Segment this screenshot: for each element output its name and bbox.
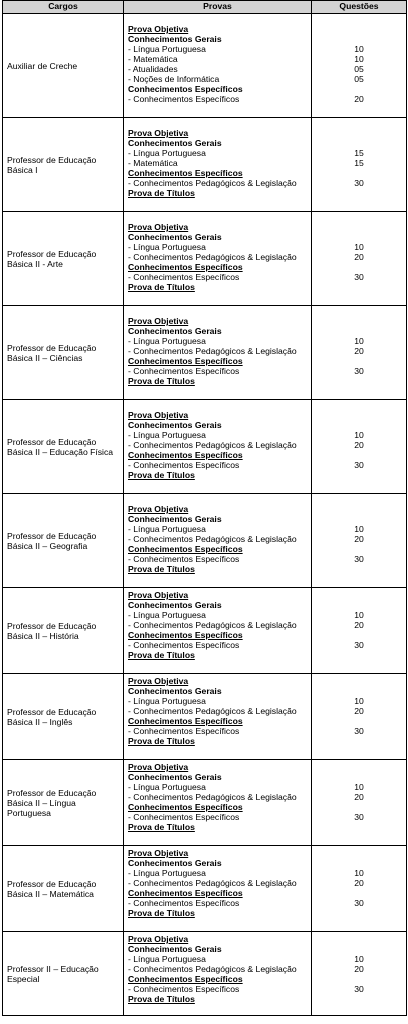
questoes-value — [312, 24, 406, 34]
questoes-value — [312, 84, 406, 94]
questoes-value — [312, 168, 406, 178]
prova-line: Prova de Títulos — [128, 736, 195, 746]
table-row — [3, 494, 407, 588]
cargo-cell: Professor de Educação Básica II – Geografia — [3, 494, 124, 588]
provas-cell — [124, 118, 312, 212]
prova-line: Conhecimentos Gerais — [128, 858, 222, 868]
prova-line: Prova de Títulos — [128, 470, 195, 480]
questoes-value: 15 — [354, 148, 364, 158]
prova-line: - Noções de Informática — [128, 74, 220, 84]
prova-line: Prova de Títulos — [128, 282, 195, 292]
prova-line: Conhecimentos Gerais — [128, 34, 222, 44]
prova-line: - Conhecimentos Específicos — [128, 898, 240, 908]
questoes-cell — [312, 588, 407, 674]
questoes-value — [312, 888, 406, 898]
questoes-value — [312, 356, 406, 366]
table-row — [3, 400, 407, 494]
questoes-value — [312, 934, 406, 944]
prova-line: Prova Objetiva — [128, 24, 189, 34]
prova-line: Conhecimentos Gerais — [128, 686, 222, 696]
prova-line: - Conhecimentos Específicos — [128, 366, 240, 376]
prova-line: Prova Objetiva — [128, 128, 189, 138]
questoes-value — [312, 822, 406, 832]
prova-line: - Conhecimentos Pedagógicos & Legislação — [128, 878, 297, 888]
prova-line: Prova de Títulos — [128, 822, 195, 832]
questoes-value: 10 — [354, 868, 364, 878]
prova-line: Conhecimentos Específicos — [128, 356, 243, 366]
questoes-value: 20 — [354, 346, 364, 356]
prova-line: Prova de Títulos — [128, 650, 195, 660]
questoes-value — [312, 544, 406, 554]
prova-line: Conhecimentos Gerais — [128, 514, 222, 524]
prova-line: - Língua Portuguesa — [128, 148, 206, 158]
questoes-value: 05 — [354, 74, 364, 84]
provas-cell — [124, 14, 312, 118]
prova-line: - Conhecimentos Pedagógicos & Legislação — [128, 792, 297, 802]
cargo-cell: Professor de Educação Básica II – Inglês — [3, 674, 124, 760]
header-questoes: Questões — [312, 1, 407, 14]
prova-line: Prova de Títulos — [128, 188, 195, 198]
prova-line: - Conhecimentos Específicos — [128, 272, 240, 282]
questoes-value: 20 — [354, 878, 364, 888]
questoes-value — [312, 470, 406, 480]
questoes-value — [312, 564, 406, 574]
provas-cell — [124, 588, 312, 674]
questoes-value — [312, 676, 406, 686]
questoes-value — [312, 650, 406, 660]
prova-line: - Língua Portuguesa — [128, 44, 206, 54]
questoes-value: 20 — [354, 620, 364, 630]
table-row — [3, 14, 407, 118]
table-row — [3, 212, 407, 306]
header-provas: Provas — [124, 1, 312, 14]
questoes-value: 30 — [354, 812, 364, 822]
questoes-value: 10 — [354, 336, 364, 346]
prova-line: - Língua Portuguesa — [128, 782, 206, 792]
questoes-value: 10 — [354, 696, 364, 706]
provas-cell — [124, 306, 312, 400]
questoes-value: 30 — [354, 272, 364, 282]
questoes-value: 10 — [354, 954, 364, 964]
prova-line: Prova Objetiva — [128, 316, 189, 326]
prova-line: - Conhecimentos Pedagógicos & Legislação — [128, 534, 297, 544]
prova-line: - Língua Portuguesa — [128, 242, 206, 252]
prova-line: - Língua Portuguesa — [128, 868, 206, 878]
table-row — [3, 674, 407, 760]
prova-line: Conhecimentos Gerais — [128, 232, 222, 242]
questoes-value — [312, 316, 406, 326]
prova-line: Conhecimentos Gerais — [128, 600, 222, 610]
questoes-value: 30 — [354, 984, 364, 994]
questoes-value — [312, 802, 406, 812]
table-row — [3, 846, 407, 932]
prova-line: Prova Objetiva — [128, 222, 189, 232]
questoes-value — [312, 590, 406, 600]
prova-line: Prova de Títulos — [128, 908, 195, 918]
questoes-value — [312, 630, 406, 640]
questoes-value — [312, 410, 406, 420]
prova-line: Prova Objetiva — [128, 762, 189, 772]
questoes-value — [312, 504, 406, 514]
prova-line: - Língua Portuguesa — [128, 610, 206, 620]
cargo-cell: Professor de Educação Básica I — [3, 118, 124, 212]
prova-line: - Conhecimentos Específicos — [128, 554, 240, 564]
questoes-value — [312, 762, 406, 772]
questoes-cell — [312, 494, 407, 588]
prova-line: Conhecimentos Específicos — [128, 716, 243, 726]
questoes-value: 05 — [354, 64, 364, 74]
prova-line: - Conhecimentos Específicos — [128, 460, 240, 470]
prova-line: - Conhecimentos Específicos — [128, 640, 240, 650]
questoes-value: 20 — [354, 440, 364, 450]
cargo-cell: Professor de Educação Básica II – Ciências — [3, 306, 124, 400]
header-row — [3, 1, 407, 14]
header-cargos: Cargos — [3, 1, 124, 14]
questoes-cell — [312, 212, 407, 306]
prova-line: - Conhecimentos Específicos — [128, 94, 240, 104]
prova-line: Prova de Títulos — [128, 376, 195, 386]
prova-line: - Conhecimentos Pedagógicos & Legislação — [128, 706, 297, 716]
questoes-value — [312, 514, 406, 524]
questoes-value — [312, 944, 406, 954]
questoes-value: 30 — [354, 460, 364, 470]
questoes-cell — [312, 400, 407, 494]
prova-line: - Língua Portuguesa — [128, 524, 206, 534]
exam-table — [2, 0, 407, 1016]
questoes-value — [312, 188, 406, 198]
questoes-value: 10 — [354, 782, 364, 792]
questoes-cell — [312, 932, 407, 1016]
prova-line: Prova Objetiva — [128, 848, 189, 858]
prova-line: Conhecimentos Específicos — [128, 974, 243, 984]
questoes-value: 10 — [354, 242, 364, 252]
cargo-cell: Professor de Educação Básica II – Língua Portuguesa — [3, 760, 124, 846]
prova-line: - Língua Portuguesa — [128, 336, 206, 346]
questoes-value — [312, 420, 406, 430]
prova-line: - Matemática — [128, 54, 178, 64]
questoes-value — [312, 994, 406, 1004]
prova-line: Conhecimentos Específicos — [128, 544, 243, 554]
prova-line: Conhecimentos Gerais — [128, 944, 222, 954]
questoes-cell — [312, 674, 407, 760]
prova-line: - Língua Portuguesa — [128, 696, 206, 706]
questoes-value: 20 — [354, 534, 364, 544]
cargo-cell: Professor de Educação Básica II – Matemática — [3, 846, 124, 932]
cargo-cell: Professor de Educação Básica II – História — [3, 588, 124, 674]
provas-cell — [124, 212, 312, 306]
questoes-value: 30 — [354, 726, 364, 736]
table-body — [3, 14, 407, 1016]
questoes-value — [312, 848, 406, 858]
cargo-cell: Professor de Educação Básica II - Arte — [3, 212, 124, 306]
questoes-cell — [312, 14, 407, 118]
prova-line: - Atualidades — [128, 64, 178, 74]
questoes-value — [312, 232, 406, 242]
cargo-cell: Professor de Educação Básica II – Educação Física — [3, 400, 124, 494]
questoes-cell — [312, 306, 407, 400]
questoes-value — [312, 858, 406, 868]
prova-line: - Língua Portuguesa — [128, 430, 206, 440]
questoes-value — [312, 772, 406, 782]
table-row — [3, 306, 407, 400]
questoes-value: 30 — [354, 898, 364, 908]
prova-line: - Conhecimentos Específicos — [128, 984, 240, 994]
questoes-value — [312, 974, 406, 984]
provas-cell — [124, 846, 312, 932]
prova-line: - Conhecimentos Específicos — [128, 812, 240, 822]
prova-line: - Língua Portuguesa — [128, 954, 206, 964]
provas-cell — [124, 400, 312, 494]
prova-line: - Conhecimentos Pedagógicos & Legislação — [128, 178, 297, 188]
prova-line: - Conhecimentos Pedagógicos & Legislação — [128, 964, 297, 974]
questoes-value: 30 — [354, 640, 364, 650]
prova-line: - Conhecimentos Pedagógicos & Legislação — [128, 252, 297, 262]
questoes-value: 10 — [354, 54, 364, 64]
questoes-value: 20 — [354, 706, 364, 716]
questoes-value: 30 — [354, 554, 364, 564]
questoes-value — [312, 908, 406, 918]
questoes-value: 30 — [354, 366, 364, 376]
prova-line: Prova Objetiva — [128, 934, 189, 944]
prova-line: Conhecimentos Específicos — [128, 802, 243, 812]
table-row — [3, 118, 407, 212]
questoes-value: 30 — [354, 178, 364, 188]
prova-line: - Matemática — [128, 158, 178, 168]
prova-line: Prova Objetiva — [128, 504, 189, 514]
table-row — [3, 588, 407, 674]
questoes-value: 20 — [354, 792, 364, 802]
prova-line: - Conhecimentos Pedagógicos & Legislação — [128, 620, 297, 630]
table-row — [3, 760, 407, 846]
questoes-value — [312, 326, 406, 336]
prova-line: Conhecimentos Específicos — [128, 168, 243, 178]
questoes-value — [312, 128, 406, 138]
prova-line: - Conhecimentos Pedagógicos & Legislação — [128, 346, 297, 356]
questoes-cell — [312, 846, 407, 932]
questoes-value — [312, 450, 406, 460]
questoes-value: 10 — [354, 430, 364, 440]
prova-line: Conhecimentos Gerais — [128, 420, 222, 430]
prova-line: Conhecimentos Específicos — [128, 450, 243, 460]
questoes-cell — [312, 760, 407, 846]
questoes-value — [312, 138, 406, 148]
questoes-value: 10 — [354, 524, 364, 534]
questoes-value — [312, 34, 406, 44]
questoes-value: 20 — [354, 964, 364, 974]
prova-line: - Conhecimentos Pedagógicos & Legislação — [128, 440, 297, 450]
questoes-value — [312, 282, 406, 292]
prova-line: Conhecimentos Gerais — [128, 326, 222, 336]
prova-line: Prova Objetiva — [128, 410, 189, 420]
questoes-value: 10 — [354, 610, 364, 620]
provas-cell — [124, 932, 312, 1016]
prova-line: Conhecimentos Específicos — [128, 630, 243, 640]
questoes-value — [312, 222, 406, 232]
questoes-value — [312, 600, 406, 610]
questoes-value: 10 — [354, 44, 364, 54]
provas-cell — [124, 674, 312, 760]
cargo-cell: Auxiliar de Creche — [3, 14, 124, 118]
provas-cell — [124, 760, 312, 846]
questoes-value: 20 — [354, 252, 364, 262]
table-row — [3, 932, 407, 1016]
questoes-value — [312, 686, 406, 696]
prova-line: Prova Objetiva — [128, 676, 189, 686]
prova-line: Prova de Títulos — [128, 564, 195, 574]
questoes-value — [312, 736, 406, 746]
prova-line: Prova Objetiva — [128, 590, 189, 600]
questoes-value: 20 — [354, 94, 364, 104]
cargo-cell: Professor II – Educação Especial — [3, 932, 124, 1016]
prova-line: - Conhecimentos Específicos — [128, 726, 240, 736]
prova-line: Conhecimentos Específicos — [128, 84, 243, 94]
prova-line: Conhecimentos Gerais — [128, 772, 222, 782]
questoes-value: 15 — [354, 158, 364, 168]
questoes-cell — [312, 118, 407, 212]
prova-line: Conhecimentos Gerais — [128, 138, 222, 148]
questoes-value — [312, 716, 406, 726]
questoes-value — [312, 376, 406, 386]
prova-line: Conhecimentos Específicos — [128, 888, 243, 898]
prova-line: Prova de Títulos — [128, 994, 195, 1004]
questoes-value — [312, 262, 406, 272]
provas-cell — [124, 494, 312, 588]
prova-line: Conhecimentos Específicos — [128, 262, 243, 272]
